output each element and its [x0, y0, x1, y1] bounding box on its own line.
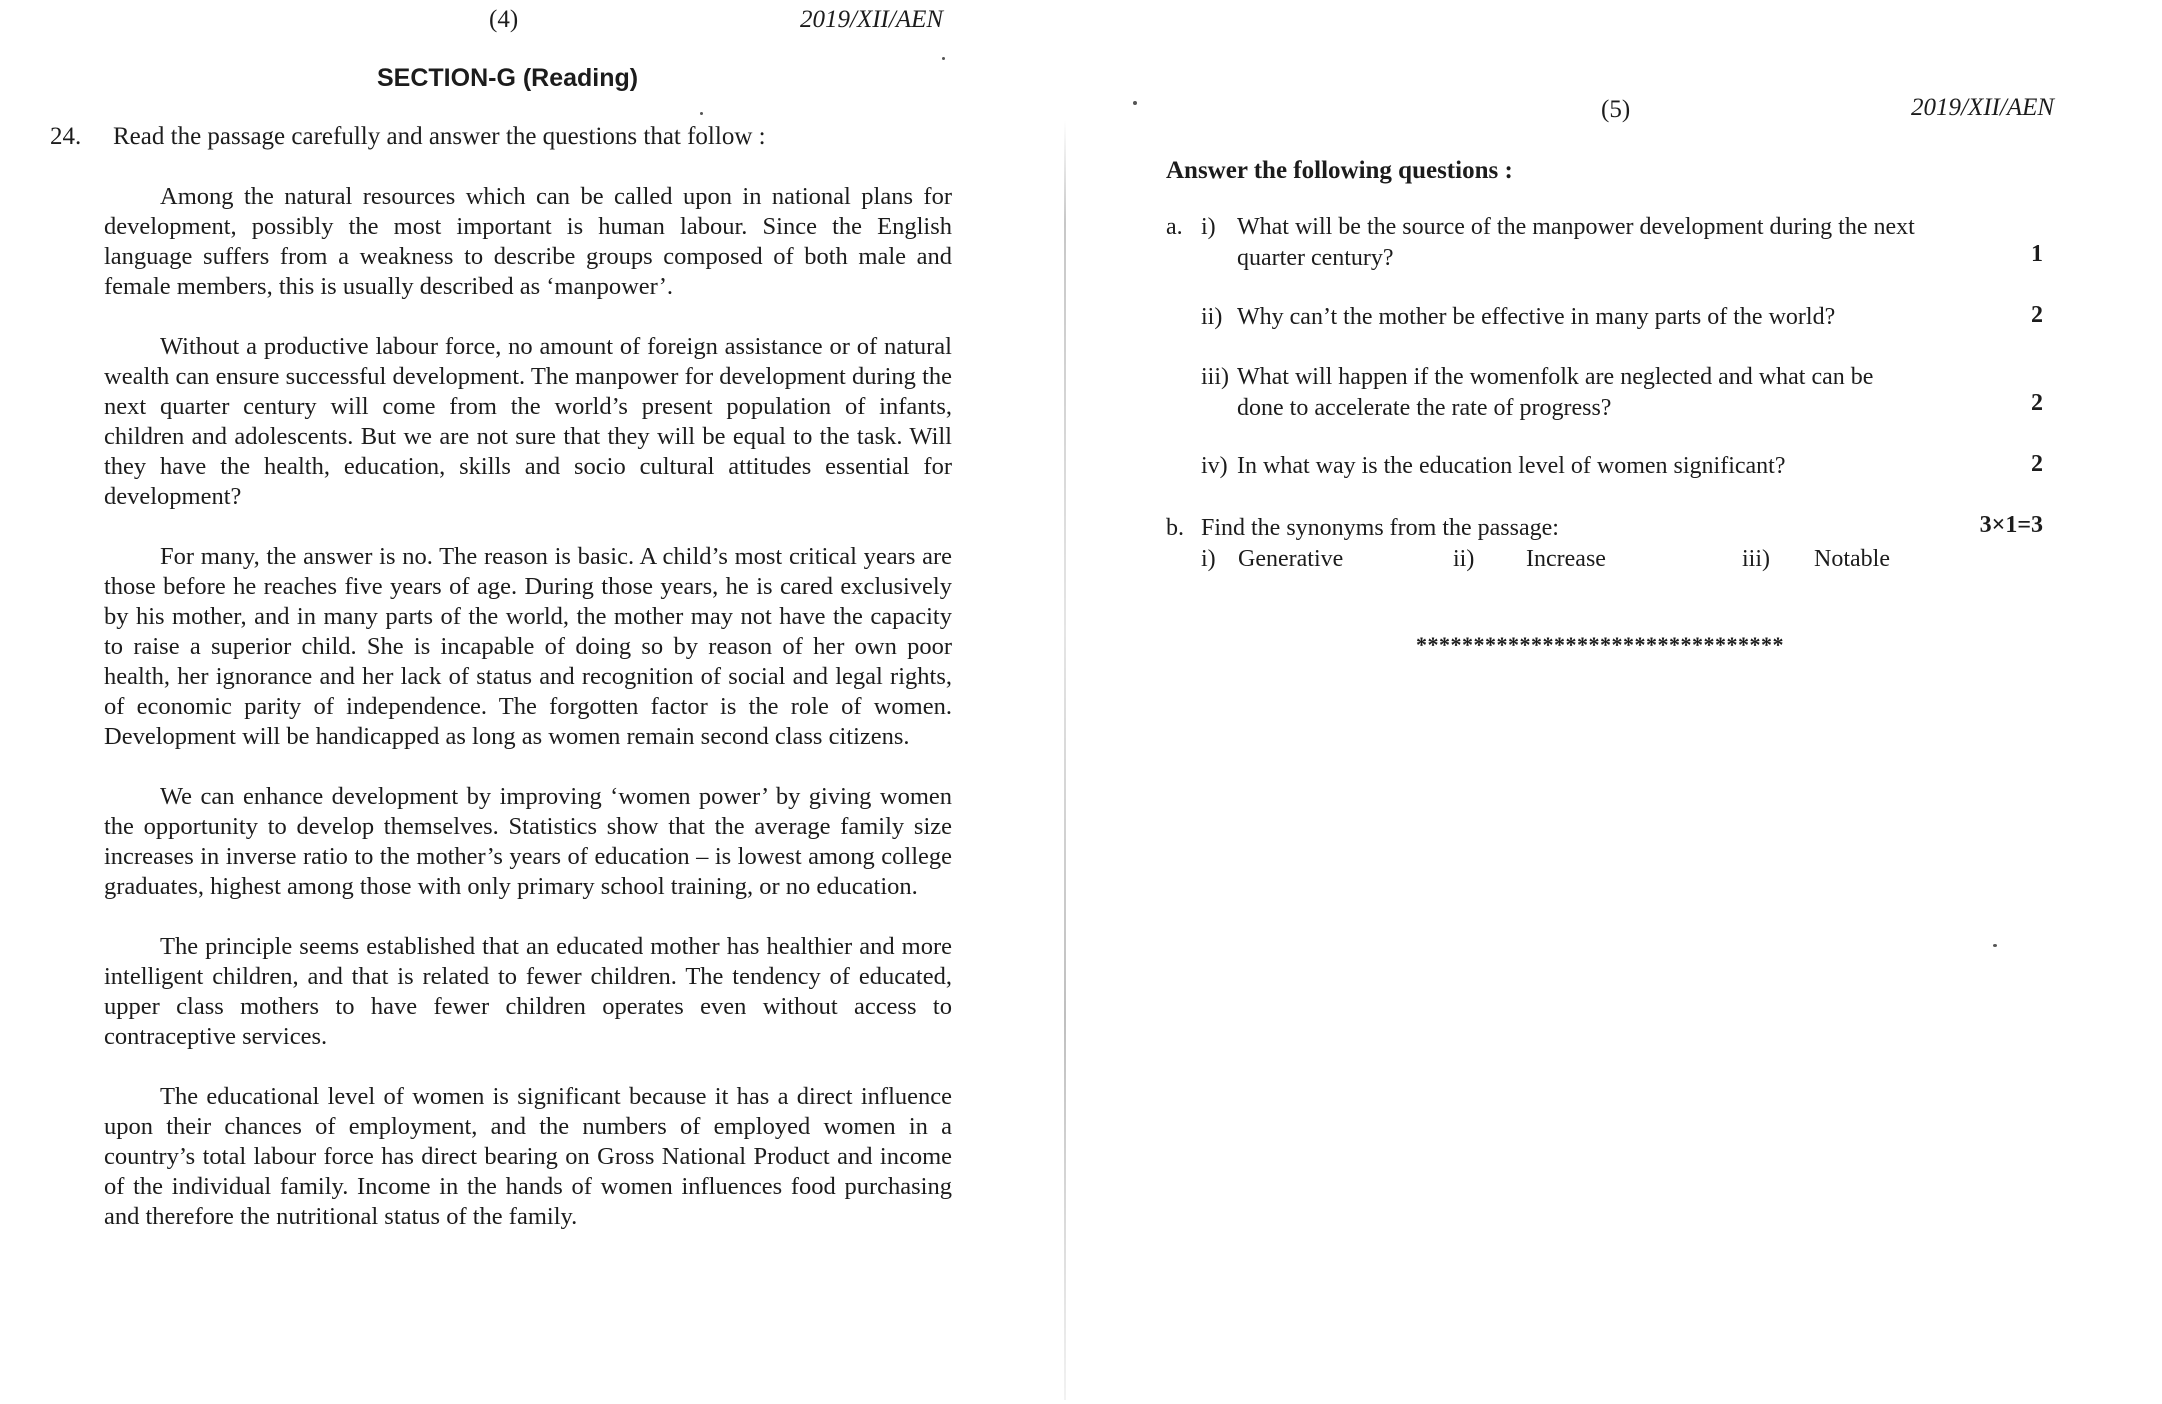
question-line: What will happen if the womenfolk are neglected and what can be	[1237, 364, 1874, 390]
right-page	[1068, 0, 2162, 1404]
question-number: 24.	[50, 123, 82, 150]
page-number-left: (4)	[489, 6, 519, 33]
part-b-marks: 3×1=3	[1979, 512, 2043, 538]
question-ii-marks: 2	[2031, 302, 2043, 328]
question-iii-marks: 2	[2031, 390, 2043, 416]
passage-paragraph: Among the natural resources which can be called upon in national plans for development, possibly the most important is human labour. Since the English language suffers from a weakness to describe groups composed of both male and female members, this is usually described as ‘manpower’.	[104, 183, 952, 300]
part-b-label: b.	[1166, 515, 1184, 541]
question-i-text	[1237, 212, 2057, 274]
scan-speck	[700, 112, 703, 115]
reading-passage	[104, 182, 952, 1262]
question-ii-number: ii)	[1201, 304, 1223, 330]
question-iv-marks: 2	[2031, 451, 2043, 477]
passage-paragraph: For many, the answer is no. The reason is basic. A child’s most critical years are those before he reaches five years of age. During those years, he is cared exclusively by his mother, and in many parts of the world, the mother may not have the capacity to raise a superior child. She is incapable of doing so by reason of her own poor health, her ignorance and her lack of status and recognition of social and legal rights, of economic parity of independence. The forgotten factor is the role of women. Development will be handicapped as long as women remain second class citizens.	[104, 543, 952, 750]
synonym-iii-number: iii)	[1742, 546, 1770, 572]
passage-paragraph: The educational level of women is significant because it has a direct influence upon their chances of employment, and the numbers of employed women in a country’s total labour force has direct bearing on Gross National Product and income of the individual family. Income in the hands of women influences food purchasing and therefore the nutritional status of the family.	[104, 1083, 952, 1230]
question-iv-text: In what way is the education level of women significant?	[1237, 453, 1786, 479]
question-iii-text	[1237, 362, 1977, 424]
part-b-instruction: Find the synonyms from the passage:	[1201, 515, 1559, 541]
scan-speck	[942, 57, 945, 60]
synonym-iii-word: Notable	[1814, 546, 1890, 572]
left-page	[0, 0, 1065, 1404]
synonym-ii-word: Increase	[1526, 546, 1606, 572]
question-ii-text: Why can’t the mother be effective in many parts of the world?	[1237, 304, 1836, 330]
part-a-label: a.	[1166, 214, 1183, 240]
question-iv-number: iv)	[1201, 453, 1228, 479]
question-iii-number: iii)	[1201, 364, 1229, 390]
scan-speck	[1133, 101, 1137, 105]
question-i-number: i)	[1201, 214, 1216, 240]
section-title: SECTION-G (Reading)	[377, 64, 639, 92]
questions-heading: Answer the following questions :	[1166, 157, 1513, 184]
question-i-marks: 1	[2031, 241, 2043, 267]
end-of-paper-marker: ********************************	[1416, 632, 1784, 657]
question-line: quarter century?	[1237, 245, 1394, 271]
question-line: done to accelerate the rate of progress?	[1237, 395, 1612, 421]
page-number-right: (5)	[1601, 96, 1631, 123]
synonym-i-number: i)	[1201, 546, 1216, 572]
passage-paragraph: We can enhance development by improving ‘women power’ by giving women the opportunity to develop themselves. Statistics show that the average family size increases in inverse ratio to the mother’s years of education – is lowest among college graduates, highest among those with only primary school training, or no education.	[104, 783, 952, 900]
passage-paragraph: Without a productive labour force, no amount of foreign assistance or of natural wealth can ensure successful development. The manpower for development during the next quarter century will come from the world’s present population of infants, children and adolescents. But we are not sure that they will be equal to the task. Will they have the health, education, skills and socio cultural attitudes essential for development?	[104, 333, 952, 510]
synonym-ii-number: ii)	[1453, 546, 1475, 572]
question-line: What will be the source of the manpower development during the next	[1237, 214, 1915, 240]
paper-code-left: 2019/XII/AEN	[800, 6, 944, 33]
passage-paragraph: The principle seems established that an educated mother has healthier and more intelligent children, and that is related to fewer children. The tendency of educated, upper class mothers to have fewer children operates even without access to contraceptive services.	[104, 933, 952, 1050]
synonym-i-word: Generative	[1238, 546, 1344, 572]
question-instruction: Read the passage carefully and answer the questions that follow :	[113, 123, 766, 150]
scan-speck	[1993, 944, 1997, 947]
paper-code-right: 2019/XII/AEN	[1911, 94, 2055, 121]
